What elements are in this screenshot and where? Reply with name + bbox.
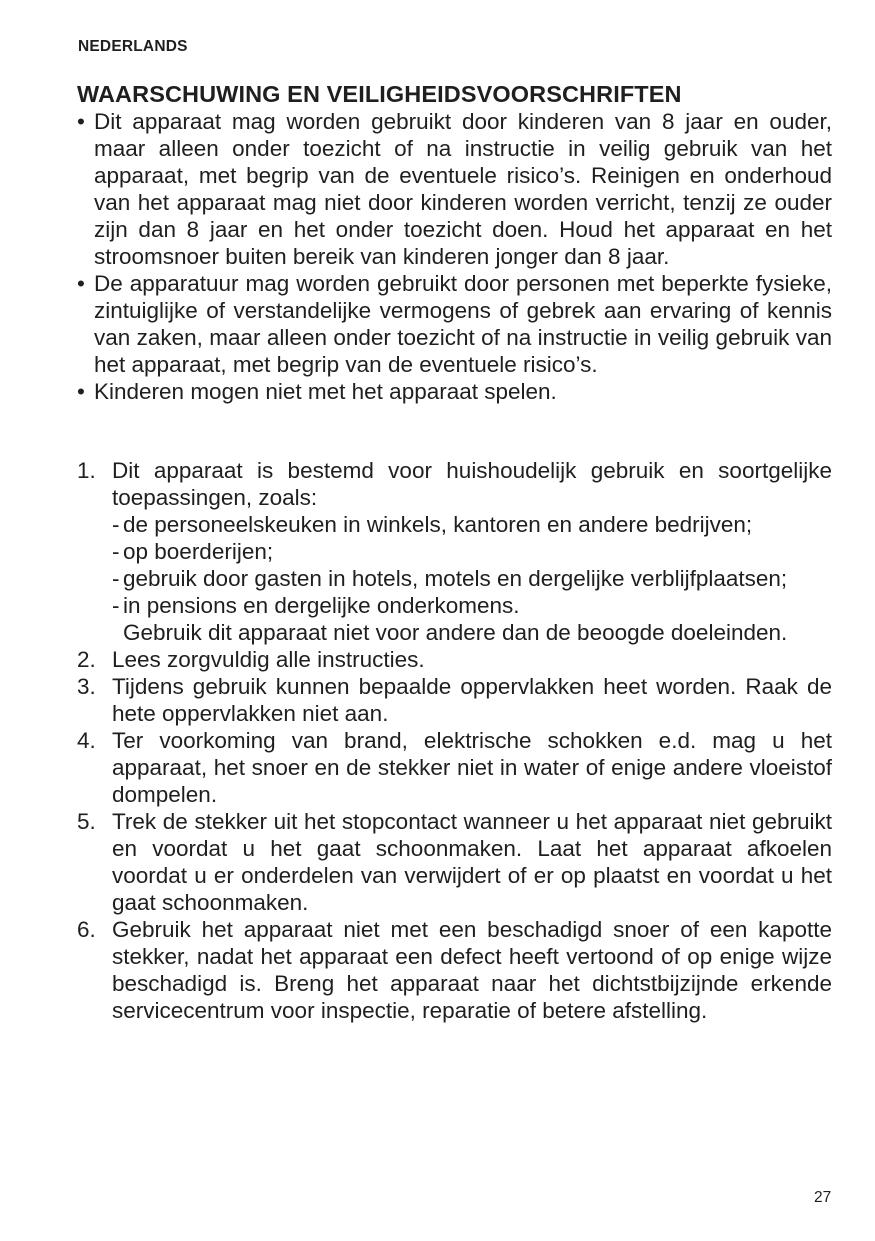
usage-subitem-text: in pensions en dergelijke onderkomens.	[123, 593, 520, 618]
instruction-item-6	[77, 916, 832, 1024]
usage-subitem-text: op boerderijen;	[123, 539, 274, 564]
usage-subitem	[112, 565, 832, 592]
instruction-list	[77, 457, 832, 1024]
instruction-number: 4.	[77, 728, 96, 753]
section-title: WAARSCHUWING EN VEILIGHEIDSVOORSCHRIFTEN	[77, 81, 682, 107]
warning-bullet-text: Dit apparaat mag worden gebruikt door kinderen van 8 jaar en ouder, maar alleen onder toezicht of na instructie in veilig gebruik van het apparaat, met begrip van de eventuele risico’s. Reinigen en onderhoud van het apparaat mag niet door kinderen worden verricht, tenzij ze ouder zijn dan 8 jaar en het onder toezicht doen. Houd het apparaat en het stroomsnoer buiten bereik van kinderen jonger dan 8 jaar.	[94, 109, 832, 269]
page-content	[77, 108, 832, 1024]
dash-marker: -	[112, 566, 120, 591]
usage-note: Gebruik dit apparaat niet voor andere dan de beoogde doeleinden.	[123, 620, 788, 645]
usage-subitem	[112, 538, 832, 565]
instruction-number: 5.	[77, 809, 96, 834]
warning-bullet-text: De apparatuur mag worden gebruikt door personen met beperkte fysieke, zintuiglijke of verstandelijke vermogens of gebrek aan ervaring of kennis van zaken, maar alleen onder toezicht of na instructie in veilig gebruik van het apparaat, met begrip van de eventuele risico’s.	[94, 271, 832, 377]
dash-marker: -	[112, 539, 120, 564]
warning-bullet-list	[77, 108, 832, 405]
dash-marker: -	[112, 593, 120, 618]
usage-subitem	[112, 592, 832, 619]
instruction-item-1	[77, 457, 832, 646]
instruction-item-2	[77, 646, 832, 673]
bullet-marker: •	[77, 271, 85, 296]
instruction-item-3	[77, 673, 832, 727]
warning-bullet	[77, 108, 832, 270]
warning-bullet	[77, 270, 832, 378]
instruction-text: Dit apparaat is bestemd voor huishoudelijk gebruik en soortgelijke toepassingen, zoals:	[112, 458, 832, 510]
dash-marker: -	[112, 512, 120, 537]
instruction-text: Tijdens gebruik kunnen bepaalde oppervlakken heet worden. Raak de hete oppervlakken niet aan.	[112, 674, 832, 726]
instruction-number: 6.	[77, 917, 96, 942]
warning-bullet-text: Kinderen mogen niet met het apparaat spelen.	[94, 379, 557, 404]
section-spacer	[77, 405, 832, 457]
instruction-text: Gebruik het apparaat niet met een beschadigd snoer of een kapotte stekker, nadat het apparaat een defect heeft vertoond of op enige wijze beschadigd is. Breng het apparaat naar het dichtstbijzijnde erkende servicecentrum voor inspectie, reparatie of betere afstelling.	[112, 917, 832, 1023]
usage-subitem	[112, 511, 832, 538]
instruction-text: Ter voorkoming van brand, elektrische schokken e.d. mag u het apparaat, het snoer en de stekker niet in water of enige andere vloeistof dompelen.	[112, 728, 832, 807]
instruction-text: Trek de stekker uit het stopcontact wanneer u het apparaat niet gebruikt en voordat u het gaat schoonmaken. Laat het apparaat afkoelen voordat u er onderdelen van verwijdert of er op plaatst en voordat u het gaat schoonmaken.	[112, 809, 832, 915]
usage-subitem-text: gebruik door gasten in hotels, motels en dergelijke verblijfplaatsen;	[123, 566, 788, 591]
page-number: 27	[814, 1189, 832, 1206]
language-header: NEDERLANDS	[78, 38, 188, 55]
warning-bullet	[77, 378, 832, 405]
instruction-text: Lees zorgvuldig alle instructies.	[112, 647, 425, 672]
instruction-number: 1.	[77, 458, 96, 483]
bullet-marker: •	[77, 109, 85, 134]
instruction-item-5	[77, 808, 832, 916]
instruction-item-4	[77, 727, 832, 808]
usage-subitem-text: de personeelskeuken in winkels, kantoren en andere bedrijven;	[123, 512, 753, 537]
instruction-number: 3.	[77, 674, 96, 699]
bullet-marker: •	[77, 379, 85, 404]
instruction-number: 2.	[77, 647, 96, 672]
